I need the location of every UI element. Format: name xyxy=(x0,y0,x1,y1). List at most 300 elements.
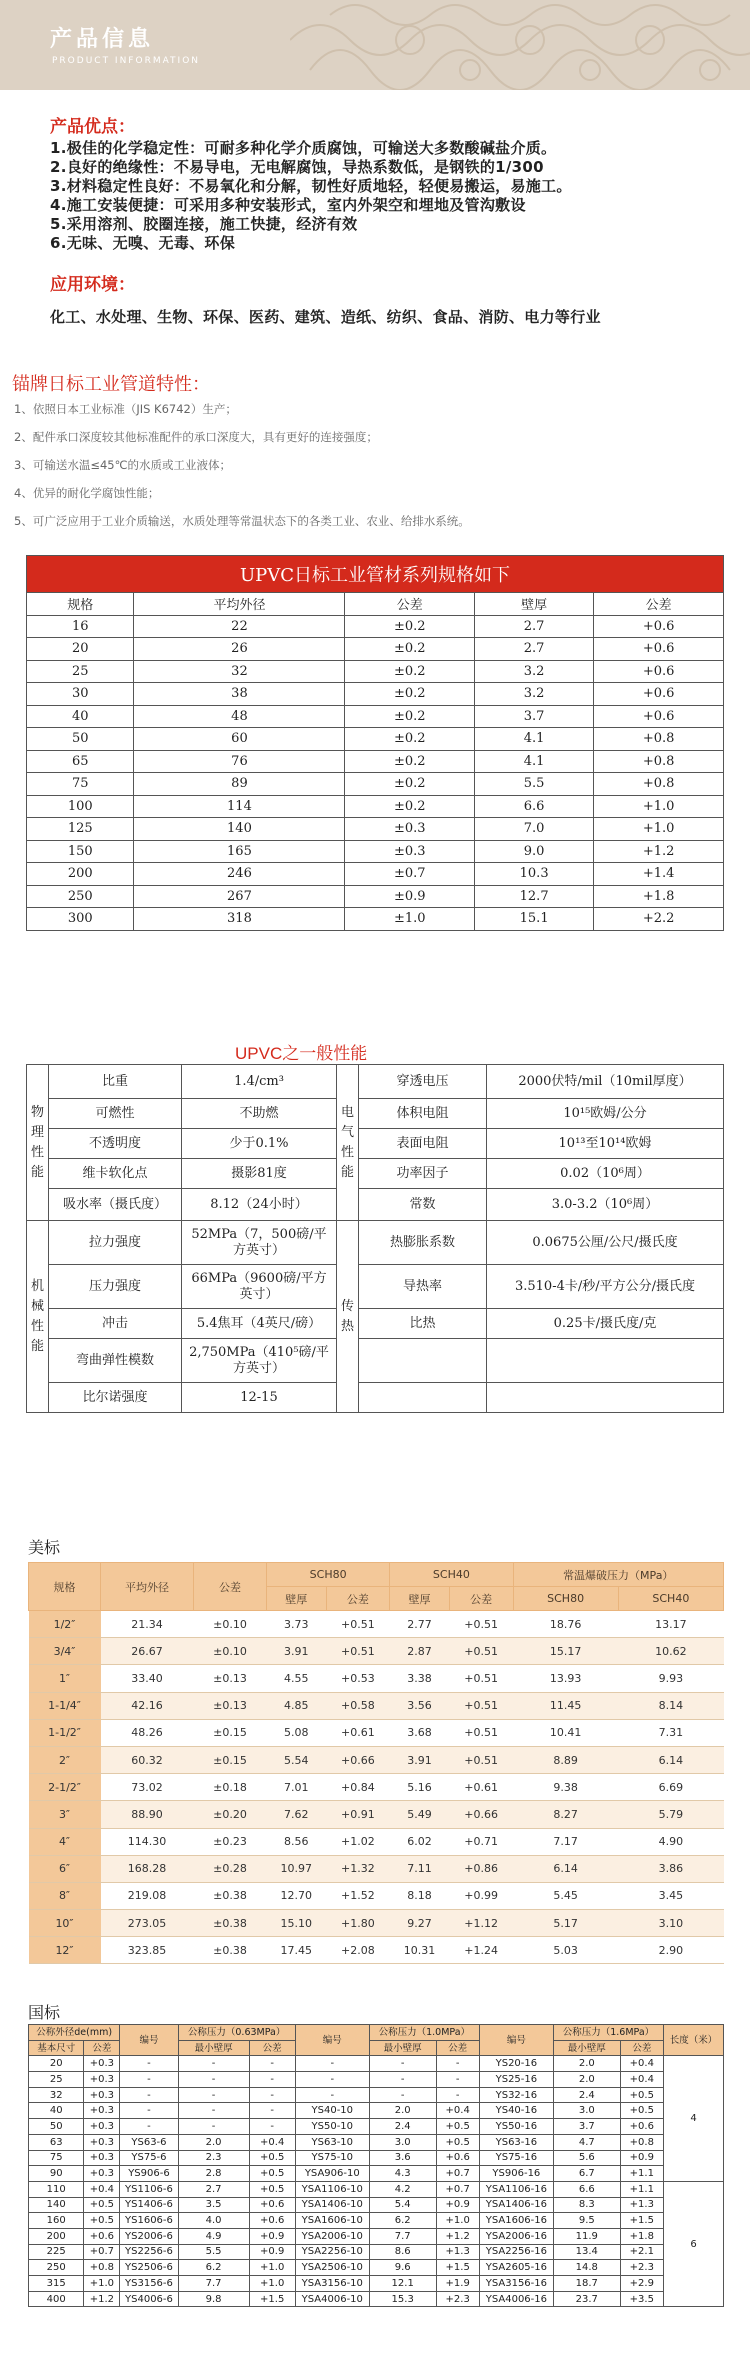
col-header: 壁厚 xyxy=(475,593,594,616)
table-cell: 2000伏特/mil（10mil厚度） xyxy=(487,1065,724,1099)
table-cell: +0.8 xyxy=(620,2134,663,2150)
table-cell: 7.17 xyxy=(513,1828,618,1855)
table-cell: 导热率 xyxy=(359,1265,487,1309)
table-row xyxy=(29,2103,724,2119)
table-cell: 7.7 xyxy=(369,2228,436,2244)
table-cell: +0.7 xyxy=(84,2244,120,2260)
table-cell: YSA4006-10 xyxy=(295,2291,369,2307)
table-cell: 维卡软化点 xyxy=(49,1159,182,1189)
table-cell: 25 xyxy=(27,660,134,683)
table-cell: 4.0 xyxy=(178,2213,249,2229)
table-cell: - xyxy=(249,2056,295,2072)
table-cell: 5.79 xyxy=(618,1801,723,1828)
table-cell: 0.0675公厘/公尺/摄氏度 xyxy=(487,1221,724,1265)
table-cell: +0.51 xyxy=(449,1692,513,1719)
col-header: 公称外径de(mm) xyxy=(29,2025,120,2041)
advantage-item: 2.良好的绝缘性：不易导电，无电解腐蚀，导热系数低，是钢铁的1/300 xyxy=(50,158,544,176)
table-cell: ±1.0 xyxy=(345,908,475,931)
table-cell: 4″ xyxy=(29,1828,101,1855)
table-cell: 2.7 xyxy=(475,638,594,661)
table-cell: 9.6 xyxy=(369,2260,436,2276)
table-cell: +0.4 xyxy=(84,2181,120,2197)
table-row xyxy=(29,2166,724,2182)
table-cell: +0.5 xyxy=(249,2181,295,2197)
table-cell: +0.3 xyxy=(84,2150,120,2166)
jis-item: 4、优异的耐化学腐蚀性能； xyxy=(14,486,160,500)
table-cell: 6.6 xyxy=(475,795,594,818)
table-cell: +1.0 xyxy=(84,2276,120,2292)
col-header: 基本尺寸 xyxy=(29,2040,84,2056)
table-cell: +0.5 xyxy=(620,2087,663,2103)
table-row xyxy=(27,750,724,773)
table-cell: 冲击 xyxy=(49,1309,182,1339)
table-cell: YS1106-6 xyxy=(120,2181,178,2197)
table-row xyxy=(29,2134,724,2150)
table-cell: ±0.2 xyxy=(345,683,475,706)
table-cell: 摄影81度 xyxy=(182,1159,337,1189)
table-cell: 2.4 xyxy=(553,2087,620,2103)
table-cell: 2,750MPa（410⁵磅/平方英寸） xyxy=(182,1339,337,1383)
table-cell: 6.2 xyxy=(178,2260,249,2276)
table-cell: YSA1106-16 xyxy=(479,2181,553,2197)
table-cell: 150 xyxy=(27,840,134,863)
jis-spec-table xyxy=(26,555,724,931)
table-cell: YSA2256-10 xyxy=(295,2244,369,2260)
table-cell: YS75-6 xyxy=(120,2150,178,2166)
table-cell: +0.66 xyxy=(326,1746,390,1773)
table-cell: 8.14 xyxy=(618,1692,723,1719)
table-cell: ±0.2 xyxy=(345,750,475,773)
table-header-row xyxy=(29,2025,724,2041)
table-cell: +0.6 xyxy=(594,638,724,661)
table-cell: 114 xyxy=(134,795,345,818)
table-cell: +0.6 xyxy=(84,2228,120,2244)
table-cell: 体积电阻 xyxy=(359,1099,487,1129)
table-cell: YSA2256-16 xyxy=(479,2244,553,2260)
table-cell: YS40-16 xyxy=(479,2103,553,2119)
table-cell: 400 xyxy=(29,2291,84,2307)
table-cell: 13.17 xyxy=(618,1611,723,1638)
table-cell: 75 xyxy=(27,773,134,796)
table-cell: - xyxy=(120,2056,178,2072)
table-cell: +0.6 xyxy=(249,2197,295,2213)
table-cell: 8″ xyxy=(29,1882,101,1909)
table-cell: 穿透电压 xyxy=(359,1065,487,1099)
table-cell: +0.86 xyxy=(449,1855,513,1882)
table-cell: 9.0 xyxy=(475,840,594,863)
table-cell: +0.5 xyxy=(249,2150,295,2166)
table-row xyxy=(29,1746,724,1773)
table-cell: 3.510-4卡/秒/平方公分/摄氏度 xyxy=(487,1265,724,1309)
table-row xyxy=(29,1665,724,1692)
table-cell: - xyxy=(436,2072,479,2088)
jis-title: 锚牌日标工业管道特性： xyxy=(12,374,210,395)
table-cell: +0.51 xyxy=(326,1638,390,1665)
table-cell: 32 xyxy=(134,660,345,683)
table-cell: 26 xyxy=(134,638,345,661)
table-cell: 52MPa（7，500磅/平方英寸） xyxy=(182,1221,337,1265)
jis-item: 1、依照日本工业标准（JIS K6742）生产； xyxy=(14,402,237,416)
table-cell: +1.3 xyxy=(436,2244,479,2260)
table-cell: 11.45 xyxy=(513,1692,618,1719)
table-cell: +0.4 xyxy=(620,2056,663,2072)
table-cell: ±0.23 xyxy=(194,1828,267,1855)
table-cell: 8.89 xyxy=(513,1746,618,1773)
table-cell: 6″ xyxy=(29,1855,101,1882)
table-cell: 26.67 xyxy=(101,1638,194,1665)
table-cell: +0.8 xyxy=(84,2260,120,2276)
table-cell: ±0.2 xyxy=(345,615,475,638)
table-cell: 3.91 xyxy=(267,1638,327,1665)
table-cell: YS63-16 xyxy=(479,2134,553,2150)
table-cell: +0.99 xyxy=(449,1882,513,1909)
table-cell: ±0.13 xyxy=(194,1692,267,1719)
length-cell: 6 xyxy=(664,2181,724,2307)
table-cell: 42.16 xyxy=(101,1692,194,1719)
group-label: 机械性能 xyxy=(27,1221,49,1413)
table-cell: 2.0 xyxy=(553,2072,620,2088)
table-cell: 219.08 xyxy=(101,1882,194,1909)
table-cell: +0.4 xyxy=(620,2072,663,2088)
table-cell: 9.27 xyxy=(390,1910,450,1937)
table-cell: YS25-16 xyxy=(479,2072,553,2088)
table-row xyxy=(27,885,724,908)
table-row xyxy=(27,795,724,818)
table-cell: 6.14 xyxy=(618,1746,723,1773)
table-cell: 3.10 xyxy=(618,1910,723,1937)
table-cell: 8.18 xyxy=(390,1882,450,1909)
table-cell: ±0.18 xyxy=(194,1774,267,1801)
table-cell: +0.71 xyxy=(449,1828,513,1855)
table-cell: 30 xyxy=(27,683,134,706)
table-cell: 60.32 xyxy=(101,1746,194,1773)
table-row xyxy=(27,1265,724,1309)
col-header: 公差 xyxy=(326,1587,390,1611)
table-cell: 168.28 xyxy=(101,1855,194,1882)
col-header: 平均外径 xyxy=(101,1563,194,1611)
table-cell: YS4006-6 xyxy=(120,2291,178,2307)
table-cell: ±0.10 xyxy=(194,1611,267,1638)
table-cell: 3.68 xyxy=(390,1719,450,1746)
table-cell: 15.3 xyxy=(369,2291,436,2307)
table-cell: 不透明度 xyxy=(49,1129,182,1159)
table-cell: 318 xyxy=(134,908,345,931)
table-cell: 10.62 xyxy=(618,1638,723,1665)
table-cell: +0.5 xyxy=(249,2166,295,2182)
table-cell: 2.0 xyxy=(369,2103,436,2119)
table-cell: +0.9 xyxy=(620,2150,663,2166)
table-row xyxy=(27,840,724,863)
table-cell: YSA3156-10 xyxy=(295,2276,369,2292)
table-cell: +0.9 xyxy=(249,2244,295,2260)
table-cell: 3.7 xyxy=(475,705,594,728)
col-header: 规格 xyxy=(29,1563,101,1611)
table-cell: +1.0 xyxy=(594,795,724,818)
table-cell: 3.73 xyxy=(267,1611,327,1638)
table-cell: 常数 xyxy=(359,1189,487,1221)
group-label: 电气性能 xyxy=(337,1065,359,1221)
table-row xyxy=(29,2119,724,2135)
table-cell: +0.61 xyxy=(326,1719,390,1746)
length-cell: 4 xyxy=(664,2056,724,2182)
table-cell: 热膨胀系数 xyxy=(359,1221,487,1265)
table-cell: ±0.2 xyxy=(345,795,475,818)
table-cell: +0.6 xyxy=(249,2213,295,2229)
table-cell: 5.08 xyxy=(267,1719,327,1746)
table-cell: 5.4 xyxy=(369,2197,436,2213)
table-cell: +0.84 xyxy=(326,1774,390,1801)
table-cell: 8.3 xyxy=(553,2197,620,2213)
table-cell: YSA1606-10 xyxy=(295,2213,369,2229)
table-row xyxy=(27,1189,724,1221)
table-cell: 6.7 xyxy=(553,2166,620,2182)
table-cell: +0.7 xyxy=(436,2181,479,2197)
table-cell: 1-1/4″ xyxy=(29,1692,101,1719)
table-cell: YS906-16 xyxy=(479,2166,553,2182)
table-cell: +0.3 xyxy=(84,2119,120,2135)
table-cell: 2.90 xyxy=(618,1937,723,1964)
col-header: 公差 xyxy=(249,2040,295,2056)
table-cell: 3.91 xyxy=(390,1746,450,1773)
table-cell: 246 xyxy=(134,863,345,886)
gb-title: 国标 xyxy=(28,2003,61,2022)
table-cell: 50 xyxy=(27,728,134,751)
table-row xyxy=(27,908,724,931)
table-cell: 5.45 xyxy=(513,1882,618,1909)
table-cell: 267 xyxy=(134,885,345,908)
table-cell: 3.2 xyxy=(475,683,594,706)
table-cell: 比尔诺强度 xyxy=(49,1383,182,1413)
table-cell: +0.5 xyxy=(84,2213,120,2229)
table-cell: +1.8 xyxy=(594,885,724,908)
table-cell: 323.85 xyxy=(101,1937,194,1964)
table-cell: 17.45 xyxy=(267,1937,327,1964)
table-cell: +0.8 xyxy=(594,773,724,796)
table-cell: 5.17 xyxy=(513,1910,618,1937)
table-cell: 7.11 xyxy=(390,1855,450,1882)
table-cell: 11.9 xyxy=(553,2228,620,2244)
us-spec-table xyxy=(28,1562,724,1964)
table-cell: +1.1 xyxy=(620,2181,663,2197)
table-row xyxy=(29,2056,724,2072)
table-cell: 90 xyxy=(29,2166,84,2182)
us-title: 美标 xyxy=(28,1538,61,1557)
col-header: 最小壁厚 xyxy=(553,2040,620,2056)
table-row xyxy=(27,705,724,728)
empty-cell xyxy=(359,1383,487,1413)
jis-features xyxy=(14,402,470,542)
table-cell: - xyxy=(436,2087,479,2103)
table-cell: 10¹³至10¹⁴欧姆 xyxy=(487,1129,724,1159)
table-cell: 4.90 xyxy=(618,1828,723,1855)
table-cell: +2.9 xyxy=(620,2276,663,2292)
table-cell: 功率因子 xyxy=(359,1159,487,1189)
table-cell: 4.1 xyxy=(475,728,594,751)
table-cell: +0.3 xyxy=(84,2087,120,2103)
table-cell: 60 xyxy=(134,728,345,751)
applications-block xyxy=(50,270,601,327)
table-cell: YS3156-6 xyxy=(120,2276,178,2292)
table-cell: - xyxy=(178,2072,249,2088)
table-cell: 2.7 xyxy=(178,2181,249,2197)
table-cell: +1.32 xyxy=(326,1855,390,1882)
col-header: 编号 xyxy=(120,2025,178,2056)
table-cell: 15.10 xyxy=(267,1910,327,1937)
table-row xyxy=(27,1065,724,1099)
table-cell: 3.0 xyxy=(369,2134,436,2150)
table-cell: 9.38 xyxy=(513,1774,618,1801)
table-cell: +0.6 xyxy=(620,2119,663,2135)
table-cell: YSA1606-16 xyxy=(479,2213,553,2229)
table-cell: 21.34 xyxy=(101,1611,194,1638)
table-cell: - xyxy=(369,2087,436,2103)
table-cell: +0.3 xyxy=(84,2056,120,2072)
table-cell: 10.31 xyxy=(390,1937,450,1964)
table-cell: 3.0 xyxy=(553,2103,620,2119)
table-cell: 表面电阻 xyxy=(359,1129,487,1159)
table-cell: 7.7 xyxy=(178,2276,249,2292)
col-header: SCH80 xyxy=(513,1587,618,1611)
table-cell: +1.02 xyxy=(326,1828,390,1855)
empty-cell xyxy=(359,1339,487,1383)
table-cell: +1.0 xyxy=(249,2260,295,2276)
table-cell: 3.7 xyxy=(553,2119,620,2135)
table-cell: 3.56 xyxy=(390,1692,450,1719)
table-cell: ±0.2 xyxy=(345,638,475,661)
table-cell: YSA1406-10 xyxy=(295,2197,369,2213)
table-cell: 0.02（10⁶周） xyxy=(487,1159,724,1189)
col-header: 规格 xyxy=(27,593,134,616)
table-cell: 125 xyxy=(27,818,134,841)
table-cell: 5.5 xyxy=(475,773,594,796)
table-cell: 不助燃 xyxy=(182,1099,337,1129)
advantages-title: 产品优点： xyxy=(50,117,135,137)
group-label: 传热 xyxy=(337,1221,359,1413)
table-cell: 5.49 xyxy=(390,1801,450,1828)
applications-text: 化工、水处理、生物、环保、医药、建筑、造纸、纺织、食品、消防、电力等行业 xyxy=(50,308,601,326)
table-cell: 273.05 xyxy=(101,1910,194,1937)
table-cell: +1.1 xyxy=(620,2166,663,2182)
table-cell: 少于0.1% xyxy=(182,1129,337,1159)
table-row xyxy=(29,1638,724,1665)
table-cell: 可燃性 xyxy=(49,1099,182,1129)
table-cell: YS63-10 xyxy=(295,2134,369,2150)
table-cell: +0.53 xyxy=(326,1665,390,1692)
col-header: 公称压力（0.63MPa） xyxy=(178,2025,295,2041)
table-cell: +0.51 xyxy=(449,1638,513,1665)
jis-item: 2、配件承口深度较其他标准配件的承口深度大，具有更好的连接强度； xyxy=(14,430,378,444)
table-row xyxy=(27,1221,724,1265)
table-cell: 63 xyxy=(29,2134,84,2150)
table-cell: +0.6 xyxy=(594,660,724,683)
table-cell: +1.9 xyxy=(436,2276,479,2292)
table-cell: 250 xyxy=(29,2260,84,2276)
table-cell: +0.5 xyxy=(620,2103,663,2119)
table-cell: 4.2 xyxy=(369,2181,436,2197)
table-cell: +1.0 xyxy=(436,2213,479,2229)
table-cell: +0.51 xyxy=(449,1611,513,1638)
table-cell: YSA2605-16 xyxy=(479,2260,553,2276)
table-cell: ±0.38 xyxy=(194,1910,267,1937)
gb-spec-table xyxy=(28,2024,724,2307)
table-cell: 7.01 xyxy=(267,1774,327,1801)
table-cell: +2.1 xyxy=(620,2244,663,2260)
table-cell: 20 xyxy=(27,638,134,661)
table-row xyxy=(27,728,724,751)
table-cell: 8.56 xyxy=(267,1828,327,1855)
table-cell: 7.0 xyxy=(475,818,594,841)
table-cell: - xyxy=(120,2087,178,2103)
table-cell: 22 xyxy=(134,615,345,638)
table-cell: YS50-10 xyxy=(295,2119,369,2135)
table-cell: 140 xyxy=(134,818,345,841)
table-cell: +1.4 xyxy=(594,863,724,886)
table-cell: +0.91 xyxy=(326,1801,390,1828)
table-row xyxy=(29,1882,724,1909)
table-cell: 9.5 xyxy=(553,2213,620,2229)
table-cell: 10″ xyxy=(29,1910,101,1937)
table-cell: 225 xyxy=(29,2244,84,2260)
table-row xyxy=(29,2228,724,2244)
table-cell: 250 xyxy=(27,885,134,908)
table-cell: +1.2 xyxy=(594,840,724,863)
table-row xyxy=(29,2291,724,2307)
col-header: 最小壁厚 xyxy=(178,2040,249,2056)
table-cell: 18.7 xyxy=(553,2276,620,2292)
table-cell: 4.3 xyxy=(369,2166,436,2182)
table-cell: - xyxy=(120,2072,178,2088)
table-row xyxy=(29,2150,724,2166)
table-row xyxy=(29,1611,724,1638)
table-row xyxy=(29,1719,724,1746)
table-cell: ±0.9 xyxy=(345,885,475,908)
table-cell: ±0.2 xyxy=(345,728,475,751)
table-cell: 2-1/2″ xyxy=(29,1774,101,1801)
table-cell: 8.6 xyxy=(369,2244,436,2260)
table-cell: 10.97 xyxy=(267,1855,327,1882)
table-cell: 48 xyxy=(134,705,345,728)
table-cell: 3.5 xyxy=(178,2197,249,2213)
table-cell: YS906-6 xyxy=(120,2166,178,2182)
col-header: 编号 xyxy=(479,2025,553,2056)
table-cell: 25 xyxy=(29,2072,84,2088)
table-cell: - xyxy=(436,2056,479,2072)
col-header: 公差 xyxy=(345,593,475,616)
table-cell: 2.87 xyxy=(390,1638,450,1665)
table-cell: 压力强度 xyxy=(49,1265,182,1309)
table-cell: - xyxy=(178,2103,249,2119)
table-cell: +0.5 xyxy=(84,2197,120,2213)
table-cell: +0.3 xyxy=(84,2134,120,2150)
table-cell: +1.24 xyxy=(449,1937,513,1964)
table-cell: - xyxy=(369,2072,436,2088)
table-cell: 32 xyxy=(29,2087,84,2103)
advantages-block xyxy=(50,112,572,253)
table-cell: ±0.13 xyxy=(194,1665,267,1692)
table-cell: 3.45 xyxy=(618,1882,723,1909)
table-cell: 300 xyxy=(27,908,134,931)
table-cell: 65 xyxy=(27,750,134,773)
table-cell: 160 xyxy=(29,2213,84,2229)
table-cell: - xyxy=(295,2087,369,2103)
advantage-item: 1.极佳的化学稳定性：可耐多种化学介质腐蚀，可输送大多数酸碱盐介质。 xyxy=(50,139,557,157)
table-cell: 弯曲弹性模数 xyxy=(49,1339,182,1383)
table-row xyxy=(27,660,724,683)
table-cell: +0.5 xyxy=(436,2134,479,2150)
table-cell: 5.54 xyxy=(267,1746,327,1773)
table-cell: - xyxy=(295,2056,369,2072)
col-header: 公差 xyxy=(449,1587,513,1611)
